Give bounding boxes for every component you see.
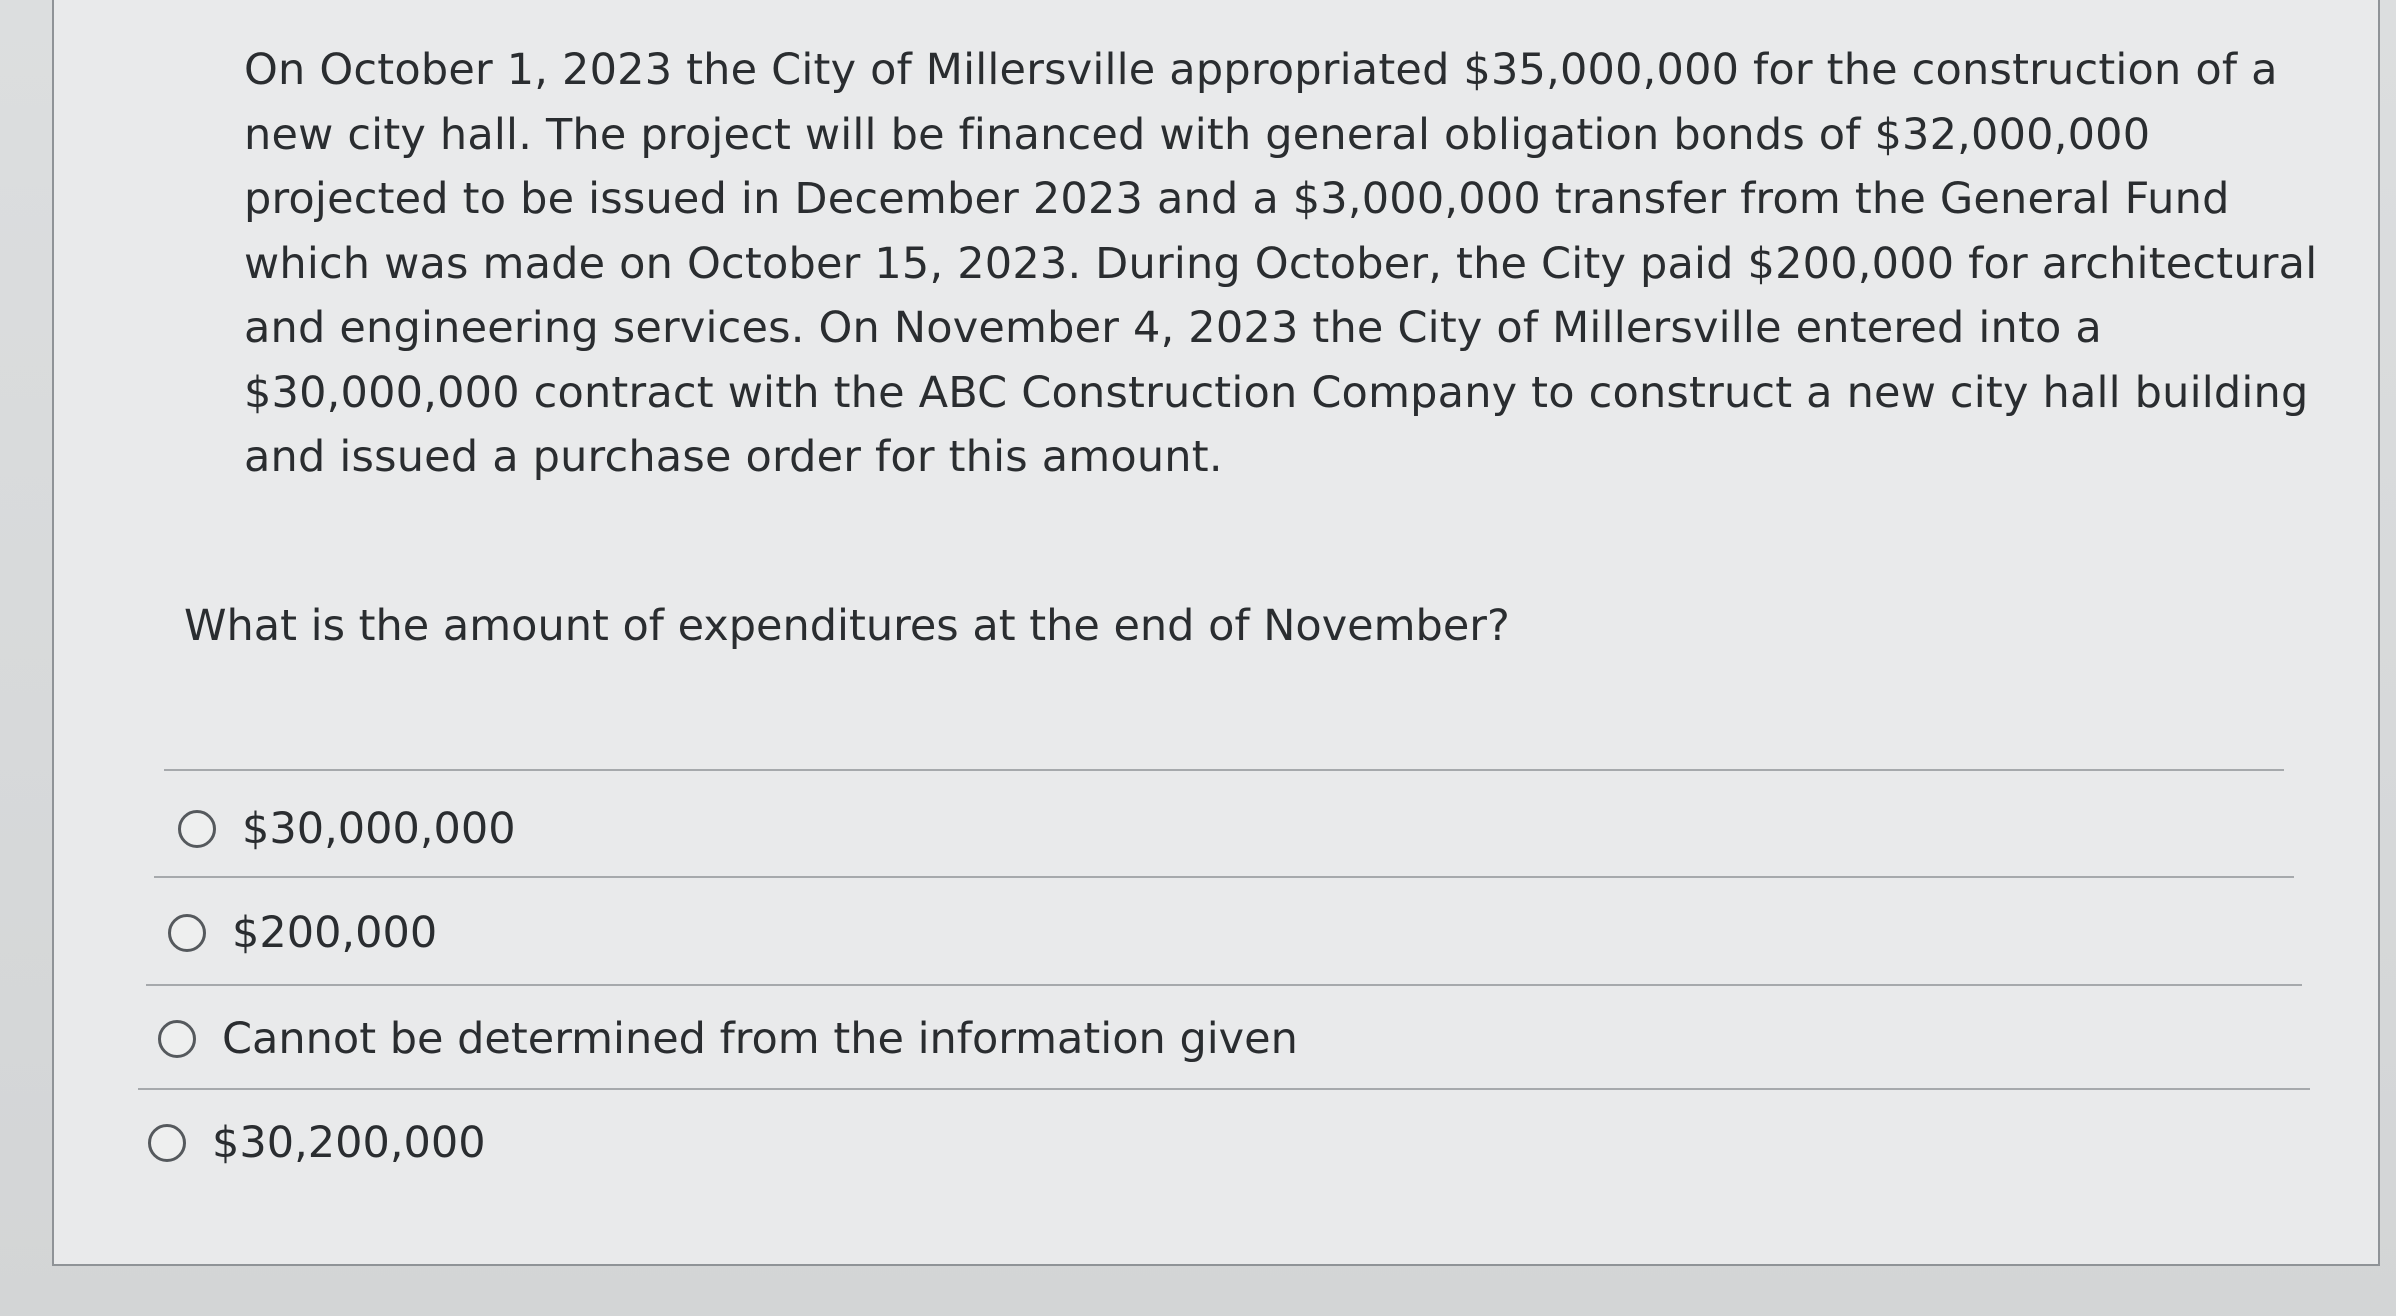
option-divider bbox=[154, 876, 2294, 878]
answer-option-label: $200,000 bbox=[232, 908, 438, 958]
answer-option-label: $30,000,000 bbox=[242, 804, 516, 854]
option-divider bbox=[138, 1088, 2310, 1090]
answer-option-3[interactable] bbox=[158, 1014, 1298, 1064]
option-divider bbox=[146, 984, 2302, 986]
answer-option-label: Cannot be determined from the information given bbox=[222, 1014, 1298, 1064]
radio-button-icon[interactable] bbox=[148, 1124, 186, 1162]
answer-option-label: $30,200,000 bbox=[212, 1118, 486, 1168]
radio-button-icon[interactable] bbox=[168, 914, 206, 952]
question-prompt: What is the amount of expenditures at the end of November? bbox=[184, 601, 1510, 651]
question-card bbox=[52, 0, 2380, 1266]
radio-button-icon[interactable] bbox=[158, 1020, 196, 1058]
answer-option-1[interactable] bbox=[178, 804, 516, 854]
question-body: On October 1, 2023 the City of Millersville appropriated $35,000,000 for the construction of a new city hall. The project will be financed with general obligation bonds of $32,000,000 projected to be issued in December 2023 and a $3,000,000 transfer from the General Fund which was made on October 15, 2023. During October, the City paid $200,000 for architectural and engineering services. On November 4, 2023 the City of Millersville entered into a $30,000,000 contract with the ABC Construction Company to construct a new city hall building and issued a purchase order for this amount. bbox=[244, 45, 2318, 482]
answer-option-2[interactable] bbox=[168, 908, 437, 958]
answer-option-4[interactable] bbox=[148, 1118, 486, 1168]
radio-button-icon[interactable] bbox=[178, 810, 216, 848]
option-divider bbox=[164, 769, 2284, 771]
